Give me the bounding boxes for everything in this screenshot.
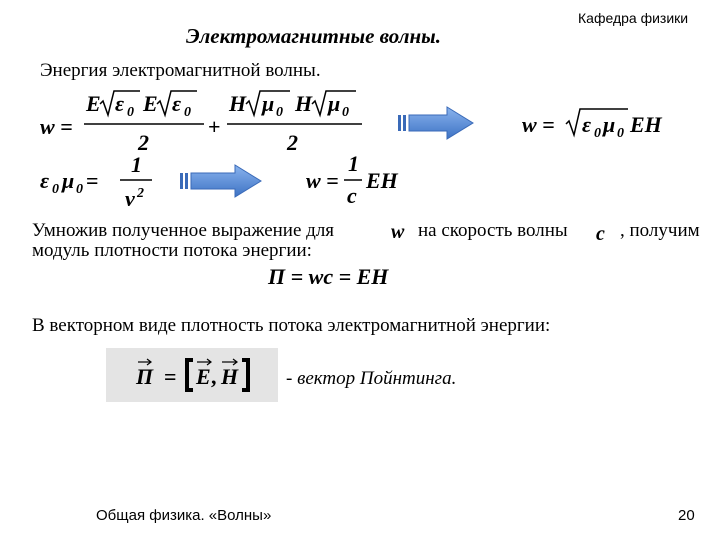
svg-text:2: 2 [287,130,298,155]
svg-text:0: 0 [617,126,624,141]
svg-text:H: H [295,91,313,116]
svg-text:E: E [143,91,158,116]
svg-text:μ: μ [328,91,341,116]
svg-text:П = wc = EH: П = wc = EH [268,264,389,289]
svg-text:ε: ε [582,112,592,137]
arrow-right-icon [180,165,261,197]
svg-text:EH: EH [366,168,398,193]
formula-w-sum [40,91,362,155]
poynting-caption: - вектор Пойнтинга. [286,368,457,389]
paragraph-text: В векторном виде плотность потока электромагнитной энергии: [32,315,551,336]
page-number: 20 [678,507,695,524]
paragraph-text: модуль плотности потока энергии: [32,240,312,261]
svg-text:v: v [125,186,135,211]
svg-text:П: П [136,364,154,389]
svg-text:2: 2 [138,130,149,155]
svg-text:0: 0 [76,182,83,197]
svg-text:H: H [229,91,247,116]
inline-var-c: c [596,223,605,245]
svg-text:EH: EH [630,112,662,137]
svg-text:=: = [86,168,99,193]
svg-text:w =: w = [40,114,73,139]
svg-text:2: 2 [137,186,144,201]
arrow-right-icon [398,107,473,139]
formula-poynting-vector [106,348,278,402]
svg-text:E: E [196,364,211,389]
svg-text:0: 0 [276,105,283,120]
svg-text:0: 0 [594,126,601,141]
paragraph-text: , получим [620,220,700,241]
svg-text:ε: ε [115,91,125,116]
section-subtitle: Энергия электромагнитной волны. [40,60,321,81]
svg-text:0: 0 [127,105,134,120]
svg-text:μ: μ [603,112,616,137]
svg-text:=: = [164,364,177,389]
svg-text:0: 0 [52,182,59,197]
formula-w-c [306,151,399,208]
svg-text:0: 0 [342,105,349,120]
svg-text:1: 1 [348,151,359,176]
svg-text:μ: μ [62,168,75,193]
formula-w-result [522,109,663,141]
svg-text:H: H [221,364,239,389]
formula-eps-mu [40,152,152,211]
paragraph-text: Умножив полученное выражение для [32,220,335,241]
svg-text:w =: w = [306,168,339,193]
svg-text:w =: w = [522,112,555,137]
svg-text:1: 1 [131,152,142,177]
svg-text:ε: ε [40,168,50,193]
svg-text:μ: μ [262,91,275,116]
svg-text:+: + [208,114,221,139]
paragraph-text: на скорость волны [418,220,568,241]
slide-title: Электромагнитные волны. [186,24,441,48]
svg-text:c: c [347,183,357,208]
formula-poynting-magnitude [267,264,389,289]
department-label: Кафедра физики [578,10,689,26]
footer-course: Общая физика. «Волны» [96,507,272,524]
svg-text:0: 0 [184,105,191,120]
inline-var-w: w [391,221,405,243]
svg-text:,: , [211,364,217,389]
svg-text:ε: ε [172,91,182,116]
svg-text:E: E [86,91,101,116]
